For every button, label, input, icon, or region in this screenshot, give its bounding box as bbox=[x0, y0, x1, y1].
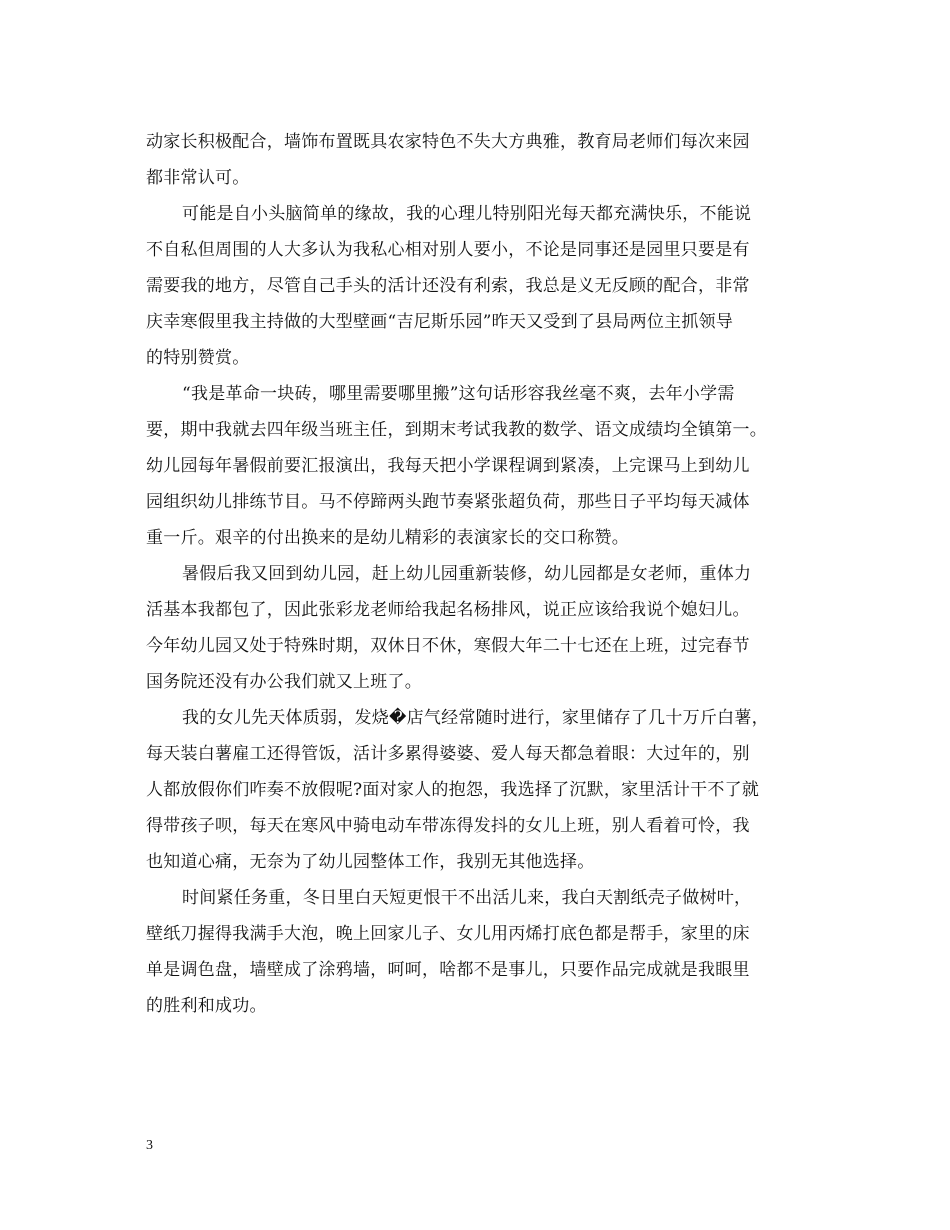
page-number: 3 bbox=[146, 1138, 153, 1153]
text-line: 庆幸寒假里我主持做的大型壁画“吉尼斯乐园”昨天又受到了县局两位主抓领导 bbox=[146, 312, 734, 332]
text-line: 的胜利和成功。 bbox=[146, 996, 267, 1016]
text-line: 得带孩子呗，每天在寒风中骑电动车带冻得发抖的女儿上班，别人看着可怜，我 bbox=[146, 816, 750, 836]
text-line: 今年幼儿园又处于特殊时期，双休日不休，寒假大年二十七还在上班，过完春节 bbox=[146, 636, 750, 656]
text-line: 动家长积极配合，墙饰布置既具农家特色不失大方典雅，教育局老师们每次来园 bbox=[146, 132, 750, 152]
text-line: “我是革命一块砖，哪里需要哪里搬”这句话形容我丝毫不爽，去年小学需 bbox=[182, 384, 735, 404]
text-line: 壁纸刀握得我满手大泡，晚上回家儿子、女儿用丙烯打底色都是帮手，家里的床 bbox=[146, 924, 750, 944]
text-line: 可能是自小头脑简单的缘故，我的心理儿特别阳光每天都充满快乐，不能说 bbox=[182, 204, 752, 224]
body-text bbox=[146, 124, 810, 1024]
text-line: 也知道心痛，无奈为了幼儿园整体工作，我别无其他选择。 bbox=[146, 852, 595, 872]
text-line: 重一斤。艰辛的付出换来的是幼儿精彩的表演家长的交口称赞。 bbox=[146, 528, 629, 548]
text-line: 每天装白薯雇工还得管饭，活计多累得婆婆、爱人每天都急着眼：大过年的，别 bbox=[146, 744, 750, 764]
text-line: 暑假后我又回到幼儿园，赶上幼儿园重新装修，幼儿园都是女老师，重体力 bbox=[182, 564, 752, 584]
text-line: 都非常认可。 bbox=[146, 168, 250, 188]
text-line: 单是调色盘，墙壁成了涂鸦墙，呵呵，啥都不是事儿，只要作品完成就是我眼里 bbox=[146, 960, 750, 980]
text-line: 国务院还没有办公我们就又上班了。 bbox=[146, 672, 422, 692]
text-line: 需要我的地方，尽管自己手头的活计还没有利索，我总是义无反顾的配合，非常 bbox=[146, 276, 750, 296]
text-line: 园组织幼儿排练节目。马不停蹄两头跑节奏紧张超负荷，那些日子平均每天减体 bbox=[146, 492, 750, 512]
text-line: 要，期中我就去四年级当班主任，到期末考试我教的数学、语文成绩均全镇第一。 bbox=[146, 420, 767, 440]
text-line: 的特别赞赏。 bbox=[146, 348, 250, 368]
text-line: 活基本我都包了，因此张彩龙老师给我起名杨排风，说正应该给我说个媳妇儿。 bbox=[146, 600, 750, 620]
text-line: 我的女儿先天体质弱，发烧�店气经常随时进行，家里储存了几十万斤白薯， bbox=[182, 708, 769, 728]
text-line: 幼儿园每年暑假前要汇报演出，我每天把小学课程调到紧凑，上完课马上到幼儿 bbox=[146, 456, 750, 476]
text-line: 不自私但周围的人大多认为我私心相对别人要小，不论是同事还是园里只要是有 bbox=[146, 240, 750, 260]
text-line: 时间紧任务重，冬日里白天短更恨干不出活儿来，我白天割纸壳子做树叶， bbox=[182, 888, 752, 908]
text-line: 人都放假你们咋奏不放假呢?面对家人的抱怨，我选择了沉默，家里活计干不了就 bbox=[146, 780, 760, 800]
